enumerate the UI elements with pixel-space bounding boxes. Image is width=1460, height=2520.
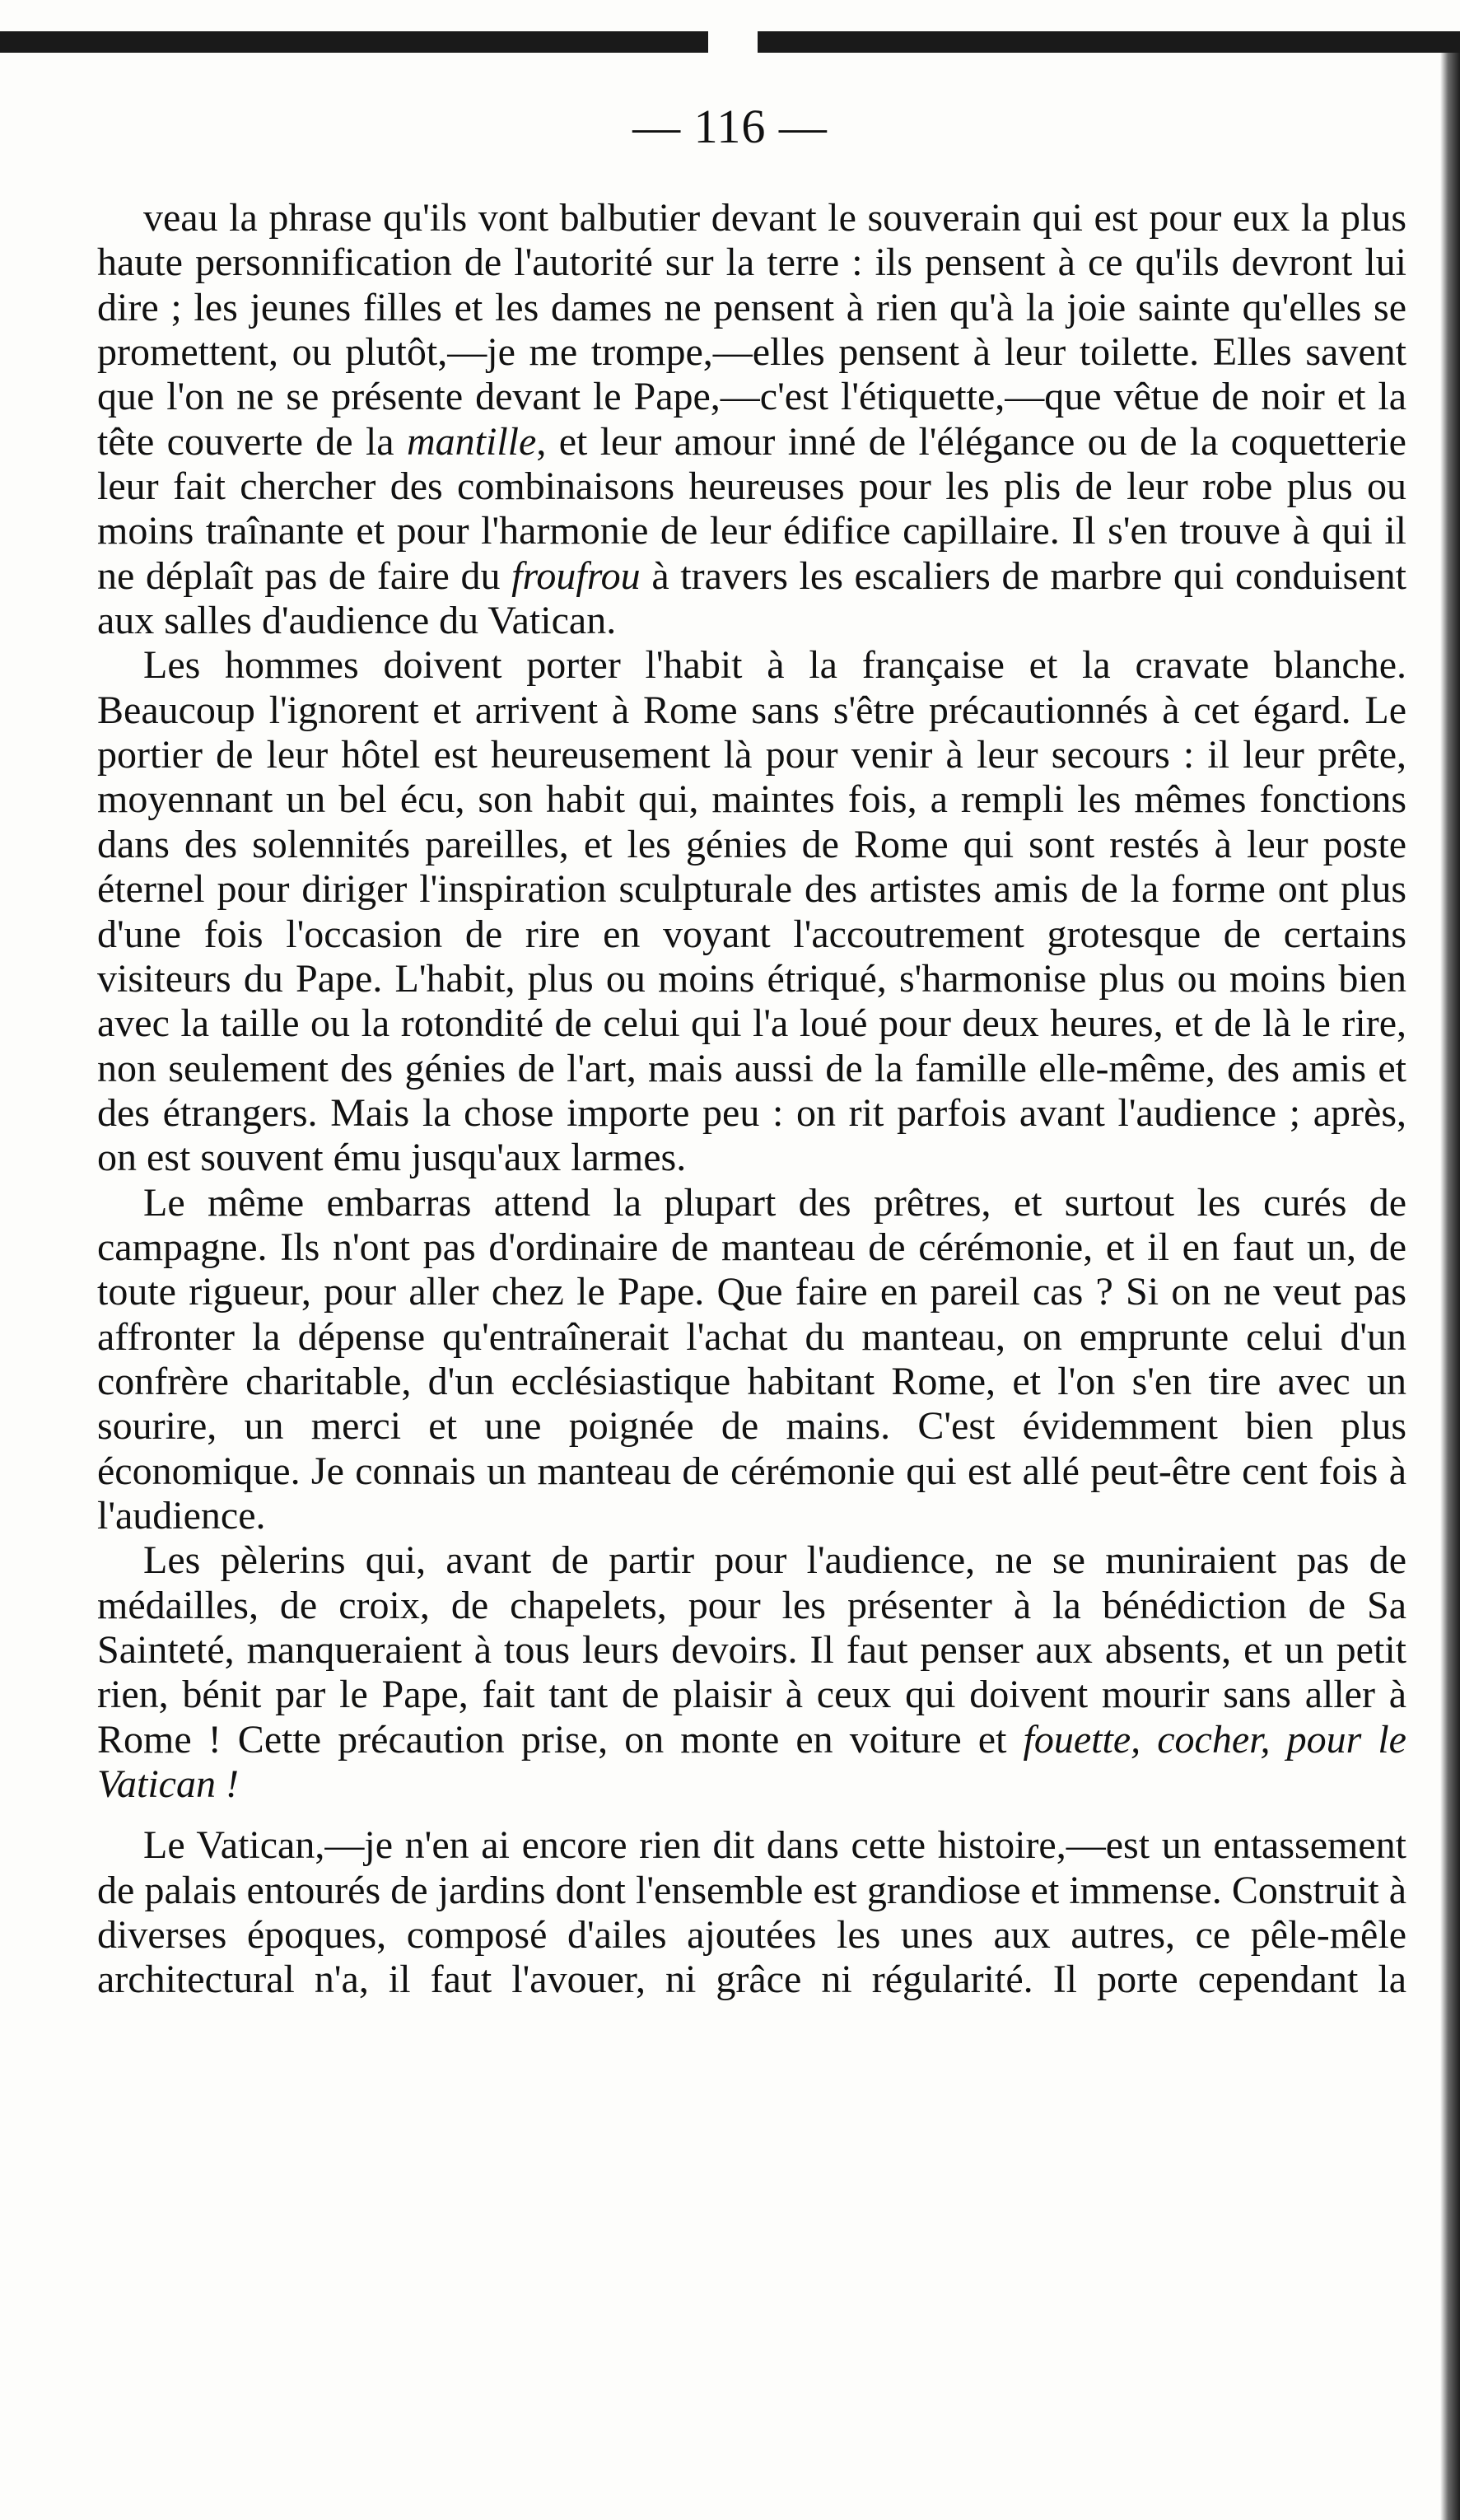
text-segment: Les hommes doivent porter l'habit à la française et la cravate blanche. Beaucoup l'ignorent et arrivent à Rome sans s'être précautionnés à cet égard. Le portier de leur hôtel est heureusement là pour venir à leur secours : il leur prête, moyennant un bel écu, son habit qui, maintes fois, a rempli les mêmes fonctions dans des solennités pareilles, et les génies de Rome qui sont restés à leur poste éternel pour diriger l'inspiration sculpturale des artistes amis de la forme ont plus d'une fois l'occasion de rire en voyant l'accoutrement grotesque de certains visiteurs du Pape. L'habit, plus ou moins étriqué, s'harmonise plus ou moins bien avec la taille ou la rotondité de celui qui l'a loué pour deux heures, et de là le rire, non seulement des génies de l'art, mais aussi de la famille elle-même, des amis et des étrangers. Mais la chose importe peu : on rit parfois avant l'audience ; après, on est souvent ému jusqu'aux larmes. — [97, 643, 1406, 1180]
text-segment: Le Vatican,—je n'en ai encore rien dit dans cette histoire,—est un entassement de palais entourés de jardins dont l'ensemble est grandiose et immense. Construit à diverses époques, composé d'ailes ajoutées les unes aux autres, ce pêle-mêle architectural n'a, il faut l'avouer, ni grâce ni régularité. Il porte cependant la — [97, 1823, 1406, 2002]
paragraph-2 — [97, 643, 1406, 1180]
italic-phrase-fouette-cocher: fouette, cocher, pour le Vatican ! — [97, 1717, 1406, 1807]
paragraph-1 — [97, 196, 1406, 643]
paragraph-3 — [97, 1181, 1406, 1539]
page-number: — 116 — — [632, 100, 828, 153]
text-segment: à travers les escaliers de marbre qui conduisent aux salles d'audience du Vatican. — [97, 553, 1407, 643]
paragraph-4 — [97, 1538, 1406, 1807]
body-text — [97, 196, 1406, 2003]
paragraph-5 — [97, 1823, 1406, 2002]
scan-border-right — [1440, 53, 1460, 2520]
text-segment: veau la phrase qu'ils vont balbutier devant le souverain qui est pour eux la plus haute personnification de l'autorité sur la terre : ils pensent à ce qu'ils devront lui dire ; les jeunes filles et les dames ne pensent à rien qu'à la joie sainte qu'elles se promettent, ou plutôt,—je me trompe,—elles pensent à leur toilette. Elles savent que l'on ne se présente devant le Pape,—c'est l'étiquette,—que vêtue de noir et la tête couverte de la — [97, 196, 1406, 464]
italic-word-froufrou: froufrou — [511, 553, 641, 598]
text-segment: Le même embarras attend la plupart des prêtres, et surtout les curés de campagne. Ils n'ont pas d'ordinaire de manteau de cérémonie, et il en faut un, de toute rigueur, pour aller chez le Pape. Que faire en pareil cas ? Si on ne veut pas affronter la dépense qu'entraînerait l'achat du manteau, on emprunte celui d'un confrère charitable, d'un ecclésiastique habitant Rome, et l'on s'en tire avec un sourire, un merci et une poignée de mains. C'est évidemment bien plus économique. Je connais un manteau de cérémonie qui est allé peut-être cent fois à l'audience. — [97, 1180, 1406, 1538]
text-segment: Les pèlerins qui, avant de partir pour l'audience, ne se muniraient pas de médailles, de croix, de chapelets, pour les présenter à la bénédiction de Sa Sainteté, manqueraient à tous leurs devoirs. Il faut penser aux absents, et un petit rien, bénit par le Pape, fait tant de plaisir à ceux qui doivent mourir sans aller à Rome ! Cette précaution prise, on monte en voiture et — [97, 1538, 1406, 1762]
text-segment: , et leur amour inné de l'élégance ou de la coquetterie leur fait chercher des combinaisons heureuses pour les plis de leur robe plus ou moins traînante et pour l'harmonie de leur édifice capillaire. Il s'en trouve à qui il ne déplaît pas de faire du — [97, 419, 1406, 598]
scan-border-gap — [708, 31, 758, 53]
italic-word-mantille: mantille — [407, 419, 537, 464]
